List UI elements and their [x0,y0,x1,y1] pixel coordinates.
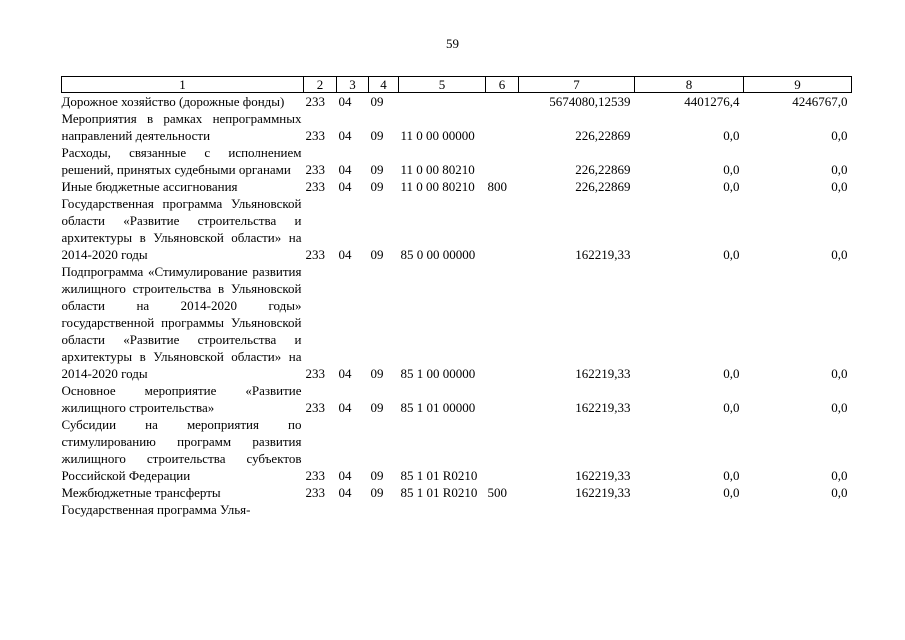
cell-c9: 0,0 [831,366,848,381]
cell-c5: 85 1 00 00000 [400,366,476,381]
cell-c7: 226,22869 [575,179,631,194]
column-header: 4 [369,77,399,93]
cell-c6 [486,382,519,416]
column-header: 3 [337,77,369,93]
column-header: 5 [399,77,486,93]
cell-c6 [486,144,519,178]
cell-c9: 0,0 [831,128,848,143]
cell-c4: 09 [370,162,384,177]
cell-c7: 5674080,12539 [549,94,631,109]
cell-c3: 04 [338,179,352,194]
cell-c2: 233 [305,247,325,262]
cell-c3: 04 [338,366,352,381]
column-header: 8 [635,77,744,93]
cell-c8: 0,0 [723,468,740,483]
row-name: Иные бюджетные ассигнования [61,179,238,194]
table-row [62,178,852,195]
cell-c7: 162219,33 [575,468,631,483]
cell-c9: 0,0 [831,400,848,415]
cell-c8: 0,0 [723,366,740,381]
cell-c3 [337,501,369,518]
cell-c7 [519,501,635,518]
cell-c5: 85 1 01 R0210 [400,468,478,483]
cell-c8: 0,0 [723,400,740,415]
cell-c9: 0,0 [831,162,848,177]
cell-c5: 85 1 01 00000 [400,400,476,415]
cell-c5: 11 0 00 80210 [400,162,475,177]
cell-c3: 04 [338,247,352,262]
cell-c5 [399,501,486,518]
cell-c8: 0,0 [723,162,740,177]
cell-c2: 233 [305,162,325,177]
cell-c7: 226,22869 [575,162,631,177]
cell-c7: 162219,33 [575,400,631,415]
page-number: 59 [446,36,459,51]
cell-c6 [486,416,519,484]
cell-c4: 09 [370,468,384,483]
cell-c3: 04 [338,94,352,109]
budget-table [61,76,852,518]
cell-c8: 0,0 [723,247,740,262]
cell-c4: 09 [370,485,384,500]
cell-c5: 11 0 00 00000 [400,128,475,143]
cell-c3: 04 [338,128,352,143]
row-name: Межбюджетные трансферты [61,485,221,500]
cell-c5 [399,93,486,111]
row-name: Основное мероприятие «Развитие жилищного строительства» [61,383,302,415]
cell-c5: 11 0 00 80210 [400,179,475,194]
cell-c5: 85 1 01 R0210 [400,485,478,500]
cell-c7: 162219,33 [575,247,631,262]
cell-c6 [486,93,519,111]
cell-c6 [486,501,519,518]
cell-c4: 09 [370,366,384,381]
cell-c2: 233 [305,485,325,500]
cell-c2: 233 [305,179,325,194]
cell-c8 [635,501,744,518]
cell-c2 [304,501,337,518]
cell-c6 [486,263,519,382]
cell-c8: 0,0 [723,128,740,143]
table-row [62,195,852,263]
column-header: 2 [304,77,337,93]
cell-c2: 233 [305,128,325,143]
cell-c7: 162219,33 [575,366,631,381]
cell-c4 [369,501,399,518]
table-row [62,263,852,382]
cell-c4: 09 [370,94,384,109]
row-name: Подпрограмма «Стимулирование развития жилищного строительства в Ульяновской области на 2014-2020 годы» государственной программы Ульяновской области «Развитие строительства и архитектуры в Ульяновской области» на 2014-2020 годы [61,264,302,381]
cell-c2: 233 [305,468,325,483]
cell-c9: 0,0 [831,485,848,500]
row-name: Субсидии на мероприятия по стимулированию программ развития жилищного строительства субъектов Российской Федерации [61,417,302,483]
cell-c9: 0,0 [831,468,848,483]
cell-c9: 0,0 [831,247,848,262]
table-header-row [62,77,852,93]
cell-c3: 04 [338,162,352,177]
cell-c4: 09 [370,128,384,143]
cell-c2: 233 [305,366,325,381]
cell-c5: 85 0 00 00000 [400,247,476,262]
cell-c9 [744,501,852,518]
table-row [62,416,852,484]
table-row [62,93,852,111]
cell-c7: 226,22869 [575,128,631,143]
cell-c9: 0,0 [831,179,848,194]
row-name: Мероприятия в рамках непрограммных направлений деятельности [61,111,302,143]
table-row [62,484,852,501]
cell-c6 [486,195,519,263]
cell-c4: 09 [370,179,384,194]
row-name: Государственная программа Ульяновской области «Развитие строительства и архитектуры в Ульяновской области» на 2014-2020 годы [61,196,302,262]
row-name: Расходы, связанные с исполнением решений, принятых судебными органами [61,145,302,177]
cell-c3: 04 [338,468,352,483]
cell-c8: 4401276,4 [684,94,740,109]
cell-c4: 09 [370,400,384,415]
table-row [62,144,852,178]
cell-c2: 233 [305,400,325,415]
row-name: Государственная программа Улья- [61,502,251,517]
cell-c8: 0,0 [723,179,740,194]
column-header: 9 [744,77,852,93]
cell-c4: 09 [370,247,384,262]
column-header: 1 [62,77,304,93]
table-row [62,110,852,144]
cell-c3: 04 [338,485,352,500]
cell-c9: 4246767,0 [792,94,848,109]
cell-c8: 0,0 [723,485,740,500]
cell-c6: 500 [487,485,507,500]
cell-c6 [486,110,519,144]
row-name: Дорожное хозяйство (дорожные фонды) [61,94,285,109]
cell-c6: 800 [487,179,507,194]
cell-c7: 162219,33 [575,485,631,500]
cell-c3: 04 [338,400,352,415]
column-header: 7 [519,77,635,93]
column-header: 6 [486,77,519,93]
table-row [62,382,852,416]
table-row [62,501,852,518]
cell-c2: 233 [305,94,325,109]
